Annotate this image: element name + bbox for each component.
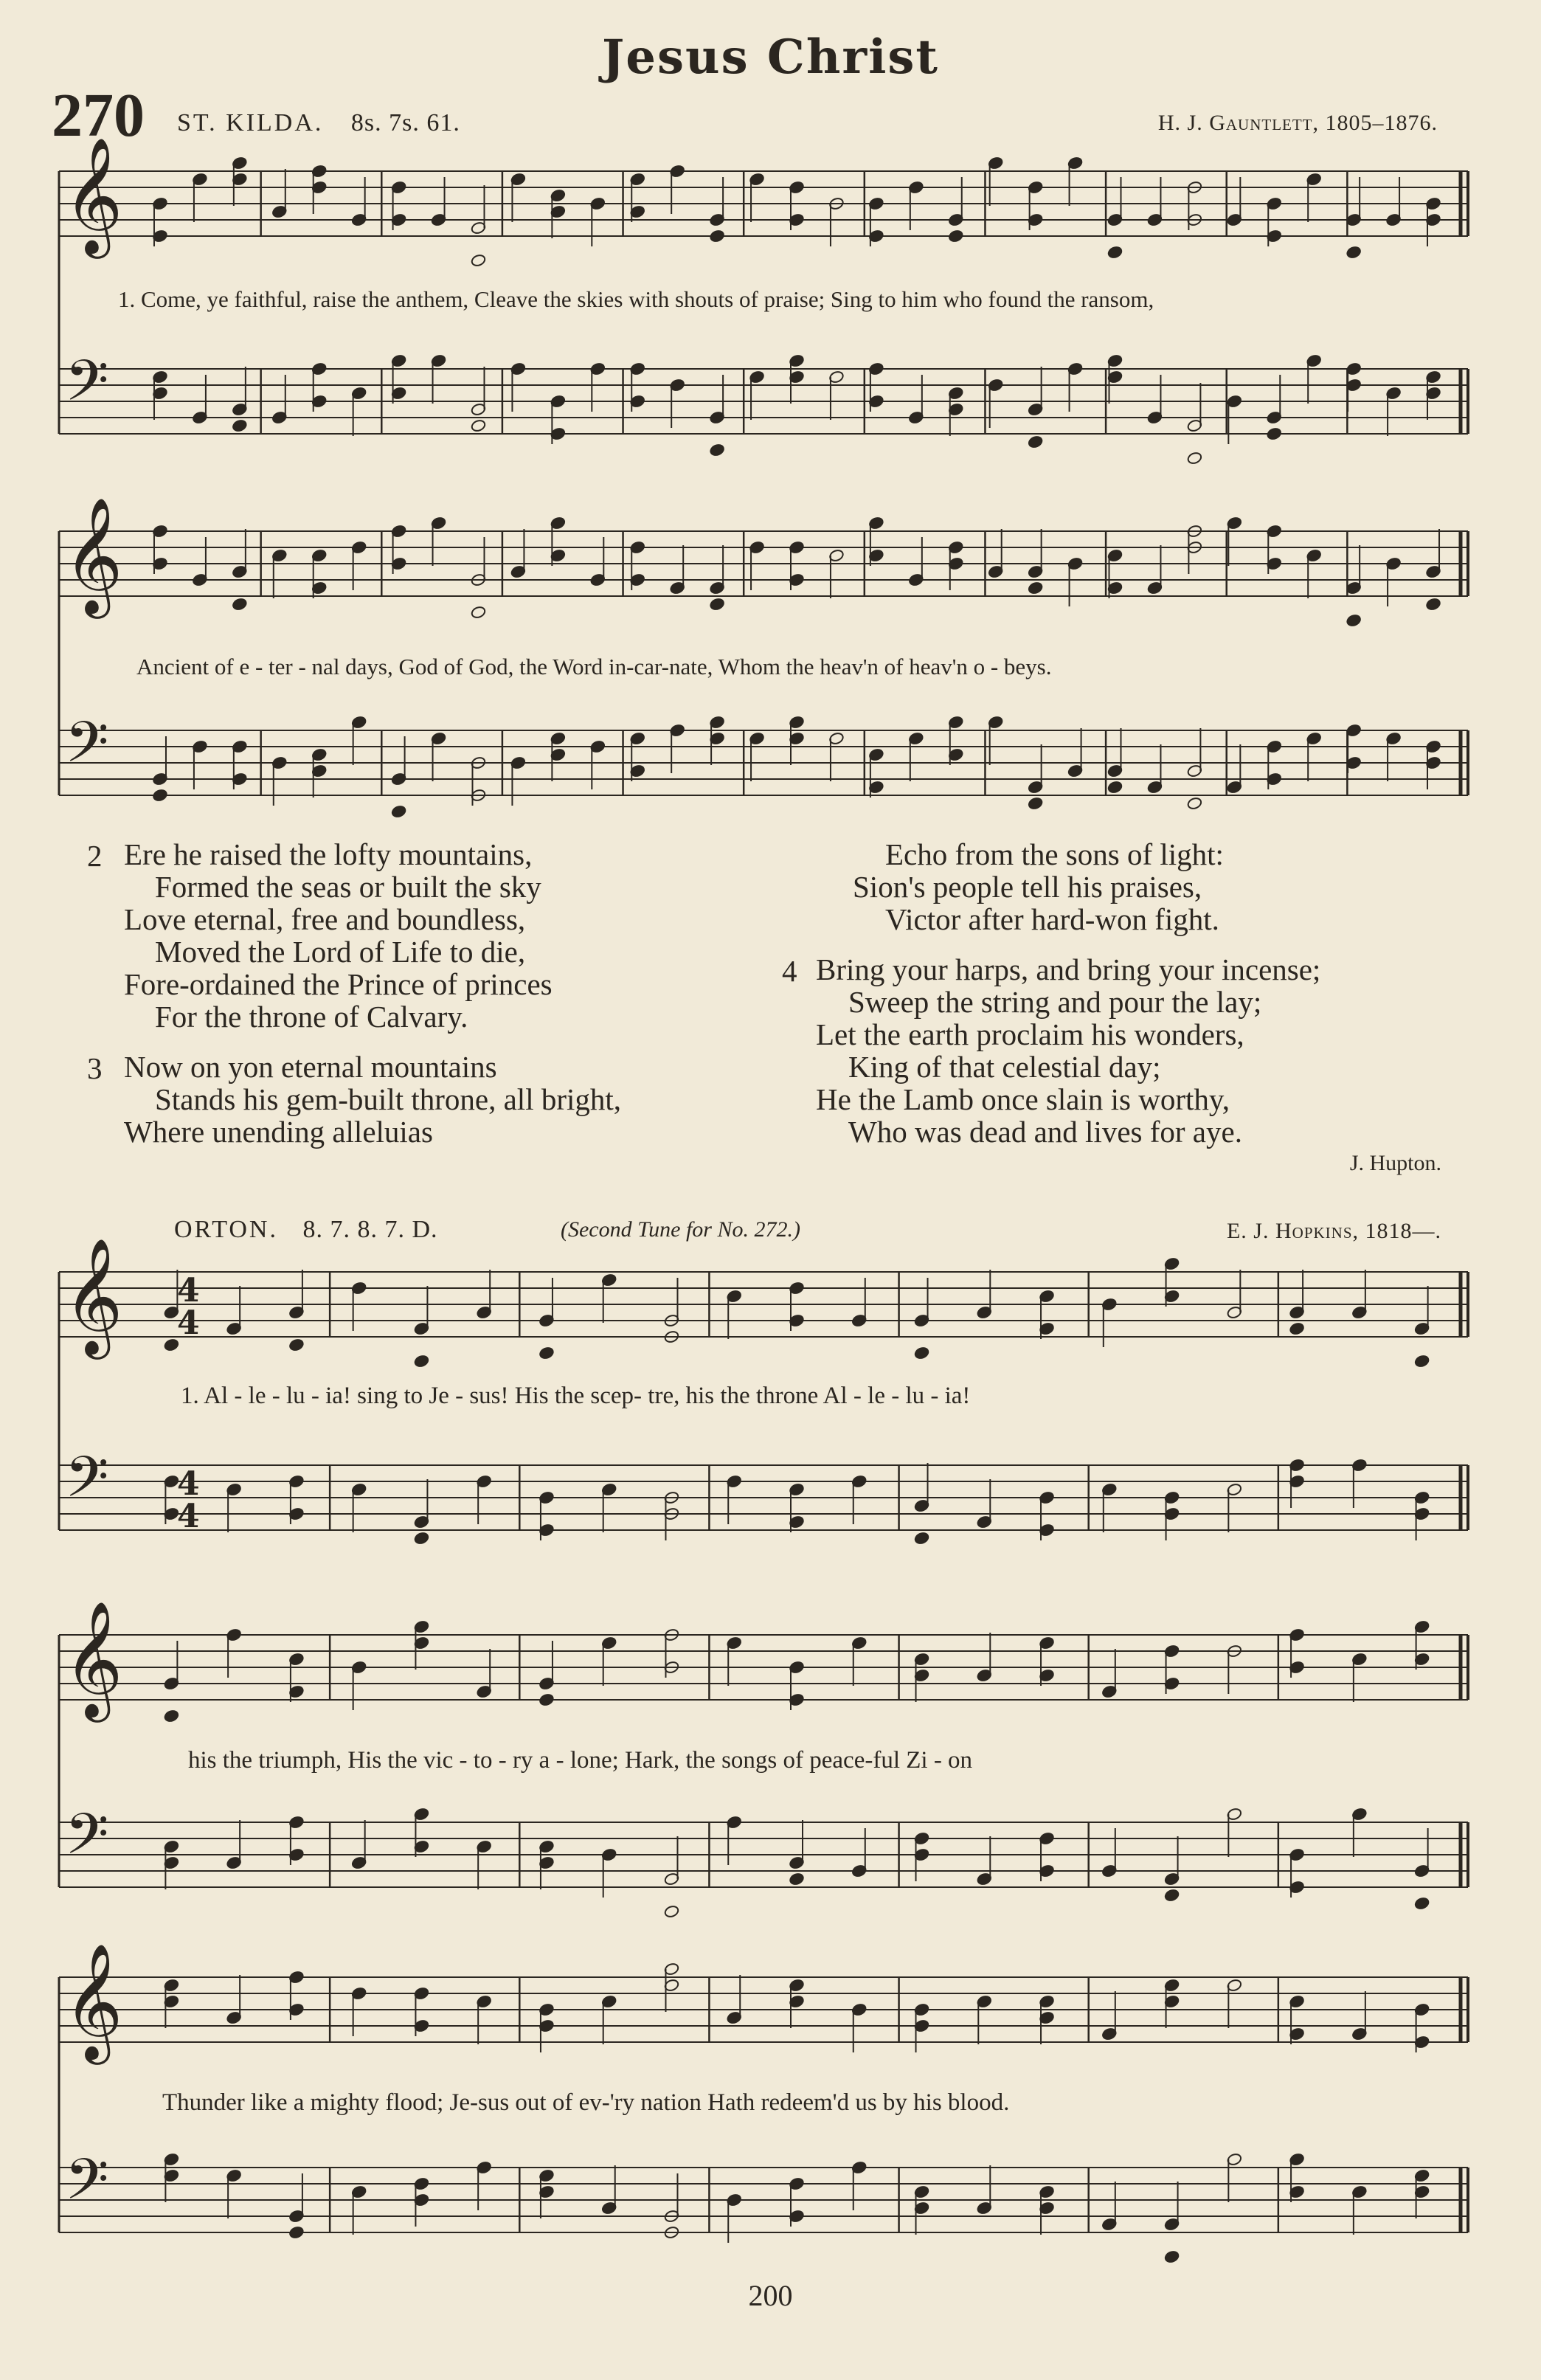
stanza-line: Moved the Lord of Life to die, — [155, 935, 526, 969]
stanza-line: Love eternal, free and boundless, — [124, 902, 526, 936]
bass-clef: 𝄢 — [65, 709, 109, 789]
stanza-number: 3 — [87, 1051, 103, 1085]
orton-2-bass-note — [789, 1872, 805, 1886]
orton-1-treble-note — [1414, 1355, 1430, 1369]
st-kilda-1-bass-note — [1266, 427, 1282, 441]
treble-clef: 𝄞 — [63, 1943, 123, 2061]
st-kilda-1-treble-note — [709, 229, 725, 243]
stanza-line: Sweep the string and pour the lay; — [848, 985, 1262, 1019]
stanza-line: Sion's people tell his praises, — [853, 870, 1202, 904]
stanza-line: Who was dead and lives for aye. — [848, 1115, 1242, 1149]
st-kilda-2-treble-note — [471, 606, 487, 620]
st-kilda-1-treble-note — [948, 229, 964, 243]
time-signature-digit: 4 — [177, 1498, 200, 1535]
page-number: 200 — [748, 2279, 793, 2312]
orton-lyrics-line-3: Thunder like a mighty flood; Je-sus out of ev-'ry nation Hath redeem'd us by his blood. — [162, 2089, 1010, 2116]
stanza-line: Fore-ordained the Prince of princes — [124, 967, 553, 1001]
orton-1-bass-note — [414, 1532, 430, 1546]
st-kilda-2-bass-note — [152, 789, 168, 803]
st-kilda-2-bass-note — [391, 805, 407, 819]
bass-clef: 𝄢 — [65, 1801, 109, 1881]
orton-3-bass-note — [1164, 2250, 1180, 2264]
stanza-number: 4 — [782, 954, 797, 988]
st-kilda-2-bass-note — [1187, 797, 1203, 811]
orton-3-bass-note — [288, 2226, 305, 2240]
tune-note: (Second Tune for No. 272.) — [561, 1217, 800, 1242]
stanza-line: Where unending alleluias — [124, 1115, 433, 1149]
stanza-line: Echo from the sons of light: — [885, 837, 1224, 871]
st-kilda-2-treble-note — [709, 598, 725, 612]
orton-2-treble-note — [539, 1693, 555, 1707]
stanza-line: Victor after hard-won fight. — [885, 902, 1219, 936]
stanza-line: Now on yon eternal mountains — [124, 1050, 497, 1084]
orton-lyrics-line-1: 1. Al - le - lu - ia! sing to Je - sus! His the scep- tre, his the throne Al - le - lu - ia! — [181, 1383, 971, 1409]
orton-1-treble-note — [288, 1338, 305, 1352]
stanza-line: Let the earth proclaim his wonders, — [816, 1017, 1244, 1051]
treble-clef: 𝄞 — [63, 1600, 123, 1718]
st-kilda-1-bass-note — [709, 443, 725, 457]
st-kilda-2-treble-note — [1028, 581, 1044, 595]
section-title: Jesus Christ — [602, 30, 939, 85]
orton-1-treble-note — [1289, 1322, 1305, 1336]
stanza-3-continued — [816, 838, 1224, 935]
orton-2-bass-note — [1414, 1897, 1430, 1911]
stanza-line: He the Lamb once slain is worthy, — [816, 1082, 1230, 1116]
orton-lyrics-line-2: his the triumph, His the vic - to - ry a - lone; Hark, the songs of peace-ful Zi - on — [188, 1747, 973, 1774]
time-signature-digit: 4 — [177, 1272, 200, 1310]
stanza-line: Bring your harps, and bring your incense; — [816, 952, 1321, 986]
st-kilda-1-treble-note — [1346, 246, 1362, 260]
composer-credit: E. J. Hopkins, 1818—. — [1226, 1219, 1441, 1243]
orton-1-treble-note — [914, 1346, 930, 1360]
hymn-number: 270 — [52, 81, 145, 150]
time-signature-digit: 4 — [177, 1465, 200, 1503]
orton-1-treble-note — [414, 1355, 430, 1369]
tune-name: ST. KILDA. — [177, 109, 324, 136]
time-signature-digit: 4 — [177, 1304, 200, 1342]
orton-2-treble-note — [164, 1709, 180, 1723]
lyrics-line-2: Ancient of e - ter - nal days, God of God, the Word in-car-nate, Whom the heav'n of heav'n o - beys. — [136, 654, 1052, 679]
st-kilda-1-treble-note — [471, 254, 487, 268]
tune-name: ORTON. — [174, 1216, 278, 1243]
treble-clef: 𝄞 — [63, 1237, 123, 1355]
meter: 8s. 7s. 61. — [350, 109, 460, 136]
meter: 8. 7. 8. 7. D. — [302, 1216, 438, 1243]
treble-clef: 𝄞 — [63, 136, 123, 255]
stanza-line: Stands his gem-built throne, all bright, — [155, 1082, 622, 1116]
stanza-3 — [87, 1051, 621, 1148]
lyrics-line-1: 1. Come, ye faithful, raise the anthem, Cleave the skies with shouts of praise; Sing to him who found the ransom, — [118, 286, 1154, 312]
staff-systems — [59, 136, 1468, 2263]
orton-2-bass-note — [664, 1905, 680, 1919]
stanza-line: For the throne of Calvary. — [155, 1000, 468, 1034]
st-kilda-2-treble-note — [1425, 598, 1441, 612]
orton-1-treble-note — [539, 1346, 555, 1360]
st-kilda-2-bass-note — [1107, 781, 1123, 795]
st-kilda-1-bass-note — [232, 419, 248, 433]
st-kilda-1-bass-note — [471, 419, 487, 433]
st-kilda-2-treble-note — [1346, 614, 1362, 628]
stanza-line: Ere he raised the lofty mountains, — [124, 837, 533, 871]
st-kilda-2-bass-note — [1028, 797, 1044, 811]
stanza-2 — [87, 838, 553, 1033]
orton-1-bass-note — [914, 1532, 930, 1546]
stanza-line: Formed the seas or built the sky — [155, 870, 541, 904]
text-author: J. Hupton. — [1349, 1151, 1441, 1175]
treble-clef: 𝄞 — [63, 497, 123, 615]
stanza-4 — [782, 953, 1320, 1148]
composer-credit: H. J. Gauntlett, 1805–1876. — [1157, 111, 1438, 135]
st-kilda-1-treble-note — [1107, 246, 1123, 260]
stanza-number: 2 — [87, 839, 103, 873]
orton-2-bass-note — [1164, 1889, 1180, 1903]
st-kilda-1-bass-note — [1028, 435, 1044, 449]
stanza-line: King of that celestial day; — [848, 1050, 1161, 1084]
st-kilda-2-treble-note — [232, 598, 248, 612]
bass-clef: 𝄢 — [65, 1444, 109, 1524]
bass-clef: 𝄢 — [65, 2146, 109, 2227]
tune-header-orton — [174, 1216, 438, 1244]
st-kilda-1-bass-note — [1187, 452, 1203, 466]
bass-clef: 𝄢 — [65, 347, 109, 428]
